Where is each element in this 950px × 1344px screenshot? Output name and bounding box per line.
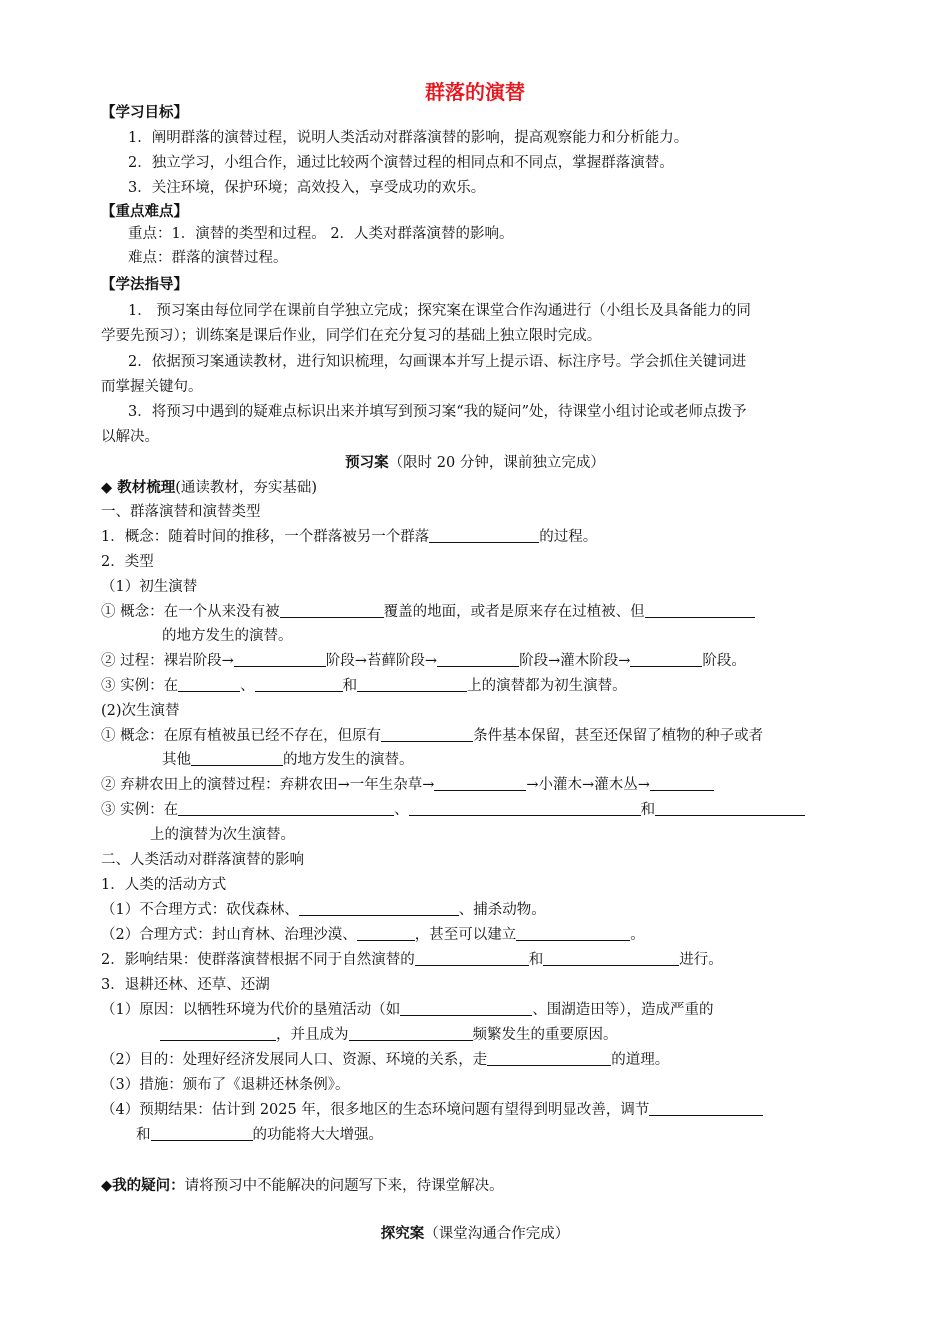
method-heading: 【学法指导】 [101,276,188,293]
method-line: 3．将预习中遇到的疑难点标识出来并填写到预习案“我的疑问”处，待课堂小组讨论或老师点拨予 [128,404,747,420]
text: （2）目的：处理好经济发展同人口、资源、环境的关系，走 [101,1052,488,1068]
text: ② 弃耕农田上的演替过程：弃耕农田→一年生杂草→ [101,777,435,793]
blank-line[interactable] [299,901,459,916]
text: 和 [640,802,656,818]
section-heading-note: (通读教材，夯实基础) [175,480,318,496]
text: ① 概念：在原有植被虽已经不存在，但原有 [101,728,382,744]
blank-line[interactable] [191,751,283,766]
blank-line[interactable] [655,801,805,816]
blank-line[interactable] [429,528,539,543]
text: 。 [630,927,645,943]
blank-line[interactable] [415,951,529,966]
text: 和 [528,952,544,968]
blank-line[interactable] [650,776,714,791]
text: 覆盖的地面，或者是原来存在过植被、但 [383,604,645,620]
text: 2．影响结果：使群落演替根据不同于自然演替的 [101,952,415,968]
secondary-process-line [101,776,714,794]
secondary-heading: (2)次生演替 [101,703,180,719]
blank-line[interactable] [649,1101,763,1116]
text: ③ 实例：在 [101,802,179,818]
preview-heading [0,454,950,472]
blank-line[interactable] [255,677,343,692]
text: ① 概念：在一个从来没有被 [101,604,280,620]
concept-line [101,528,597,546]
secondary-example-line-2: 上的演替为次生演替。 [150,827,295,843]
blank-line[interactable] [543,951,679,966]
purpose-line [101,1051,669,1069]
text: ，甚至可以建立 [414,927,517,943]
text: 其他 [162,752,191,768]
text: ② 过程：裸岩阶段→ [101,653,234,669]
primary-concept-line [101,603,755,621]
my-question [101,1177,504,1195]
text: 的过程。 [539,529,598,545]
text: 、 [240,678,255,694]
text: 和 [342,678,358,694]
section-heading-bold: ◆ 教材梳理 [101,479,176,496]
blank-line[interactable] [357,926,415,941]
text: （1）原因：以牺牲环境为代价的垦殖活动（如 [101,1002,401,1018]
method-line: 而掌握关键句。 [101,379,203,395]
text: 阶段。 [702,653,746,669]
blank-line[interactable] [280,603,384,618]
return-heading: 3．退耕还林、还草、还湖 [101,977,270,993]
part2-heading: 二、人类活动对群落演替的影响 [101,852,304,868]
types-heading: 2．类型 [101,554,154,570]
text: 和 [136,1127,151,1143]
explore-heading-bold: 探究案 [380,1225,425,1242]
text: 条件基本保留，甚至还保留了植物的种子或者 [473,728,764,744]
text: 、捕杀动物。 [458,902,546,918]
text: （2）合理方式：封山育林、治理沙漠、 [101,927,357,943]
blank-line[interactable] [516,926,630,941]
secondary-concept-line [101,727,763,745]
blank-line[interactable] [178,801,394,816]
blank-line[interactable] [234,652,326,667]
key-heading: 【重点难点】 [101,203,188,220]
blank-line[interactable] [487,1051,611,1066]
effect-line [101,951,723,969]
primary-process-line [101,652,746,670]
text: 进行。 [679,952,723,968]
key-focus: 重点：1．演替的类型和过程。 2．人类对群落演替的影响。 [128,226,514,242]
blank-line[interactable] [400,1001,532,1016]
text: 的功能将大大增强。 [252,1127,383,1143]
reason-line [101,1001,713,1019]
preview-heading-note: （限时 20 分钟，课前独立完成） [388,455,605,471]
preview-heading-bold: 预习案 [345,454,389,471]
reason-line-2 [160,1026,618,1044]
text: 的地方发生的演替。 [283,752,414,768]
blank-line[interactable] [437,652,519,667]
secondary-concept-line-2 [162,751,414,769]
unreasonable-line [101,901,546,919]
blank-line[interactable] [434,776,526,791]
blank-line[interactable] [178,677,240,692]
key-difficulty: 难点：群落的演替过程。 [128,250,288,266]
section-heading [101,479,317,497]
blank-line[interactable] [409,801,641,816]
explore-heading-note: （课堂沟通合作完成） [424,1226,570,1242]
blank-line[interactable] [151,1126,253,1141]
goal-item: 3．关注环境，保护环境；高效投入，享受成功的欢乐。 [128,180,486,196]
secondary-example-line [101,801,805,819]
text: 上的演替都为初生演替。 [467,678,627,694]
text: →小灌木→灌木丛→ [526,777,650,793]
goal-item: 1．阐明群落的演替过程，说明人类活动对群落演替的影响，提高观察能力和分析能力。 [128,130,689,146]
goal-item: 2．独立学习，小组合作，通过比较两个演替过程的相同点和不同点，掌握群落演替。 [128,155,674,171]
my-question-text: 请将预习中不能解决的问题写下来，待课堂解决。 [184,1178,504,1194]
method-line: 以解决。 [101,429,159,445]
method-line: 学要先预习）；训练案是课后作业，同学们在充分复习的基础上独立限时完成。 [101,328,602,344]
text: ③ 实例：在 [101,678,179,694]
human-activity-heading: 1．人类的活动方式 [101,877,227,893]
goals-heading: 【学习目标】 [101,104,188,121]
text: 的道理。 [611,1052,670,1068]
measure-line: （3）措施：颁布了《退耕还林条例》。 [101,1077,350,1093]
text: 频繁发生的重要原因。 [472,1027,618,1043]
method-line: 1． 预习案由每位同学在课前自学独立完成；探究案在课堂合作沟通进行（小组长及具备能力的同 [128,303,751,319]
text: 、 [394,802,409,818]
text: 、围湖造田等），造成严重的 [532,1002,714,1018]
blank-line[interactable] [645,603,755,618]
part1-heading: 一、群落演替和演替类型 [101,504,261,520]
primary-example-line [101,677,627,695]
text: ，并且成为 [276,1027,349,1043]
text: （4）预期结果：估计到 2025 年，很多地区的生态环境问题有望得到明显改善，调节 [101,1102,650,1118]
explore-heading [0,1225,950,1243]
blank-line[interactable] [349,1026,473,1041]
text: 1．概念：随着时间的推移，一个群落被另一个群落 [101,529,430,545]
page-title: 群落的演替 [425,80,525,104]
method-line: 2．依据预习案通读教材，进行知识梳理，勾画课本并写上提示语、标注序号。学会抓住关键词进 [128,354,747,370]
text: （1）不合理方式：砍伐森林、 [101,902,299,918]
text: 阶段→灌木阶段→ [519,653,631,669]
blank-line[interactable] [160,1026,276,1041]
blank-line[interactable] [357,677,467,692]
reasonable-line [101,926,645,944]
blank-line[interactable] [381,727,473,742]
primary-concept-line-2: 的地方发生的演替。 [162,628,293,644]
expected-line-2 [136,1126,383,1144]
my-question-label: ◆我的疑问： [101,1177,185,1194]
primary-heading: （1）初生演替 [101,579,198,595]
blank-line[interactable] [630,652,702,667]
text: 阶段→苔藓阶段→ [325,653,438,669]
expected-line [101,1101,763,1119]
